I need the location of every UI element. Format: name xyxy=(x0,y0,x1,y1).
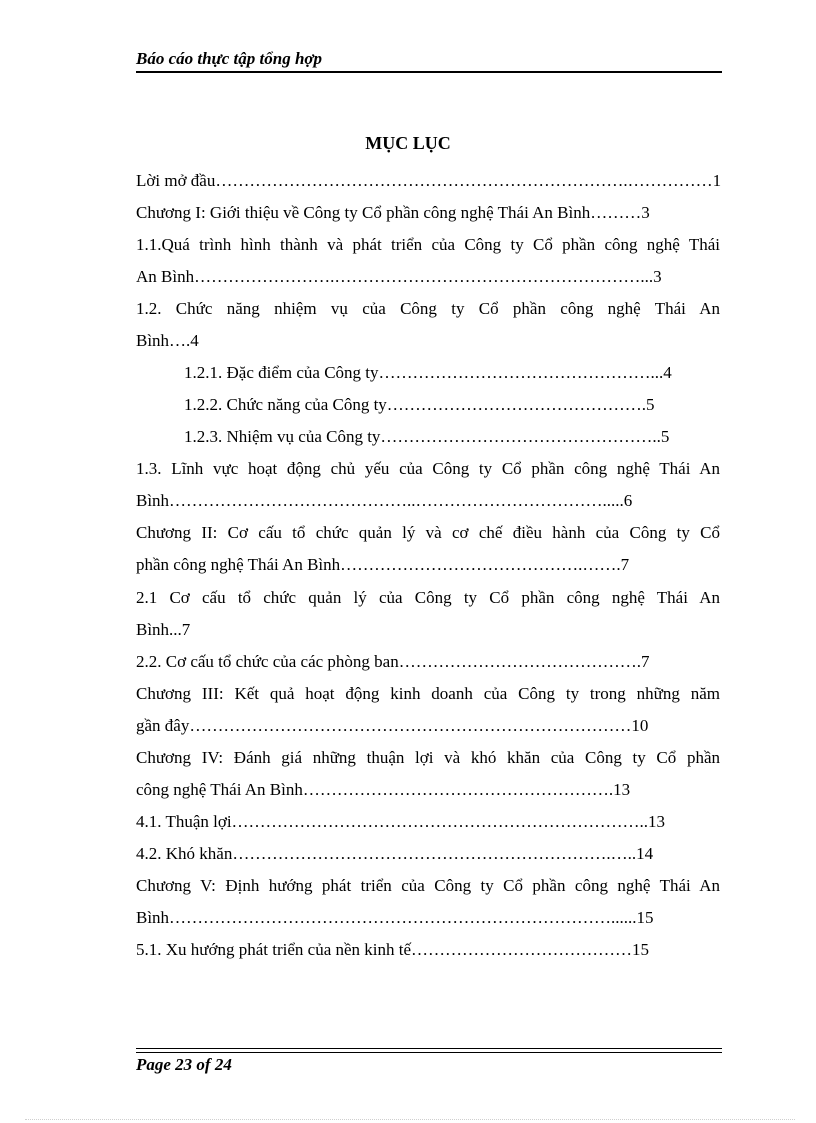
toc-line-5: Bình….4 xyxy=(136,331,199,350)
toc-line-12: phần công nghệ Thái An Bình…………………………………….…….7 xyxy=(136,555,630,574)
toc-line-20: 4.1. Thuận lợi………………………………………………………………..13 xyxy=(136,812,666,831)
toc-line-22: Chương V: Định hướng phát triển của Công ty Cổ phần công nghệ Thái An xyxy=(136,876,720,895)
toc-line-3: An Bình…………………….………………………………………………...3 xyxy=(136,267,662,286)
toc-line-13: 2.1 Cơ cấu tổ chức quản lý của Công ty Cổ phần công nghệ Thái An xyxy=(136,588,720,607)
toc-line-6: 1.2.1. Đặc điểm của Công ty…………………………………………...4 xyxy=(184,363,672,382)
toc-line-18: Chương IV: Đánh giá những thuận lợi và khó khăn của Công ty Cổ phần xyxy=(136,748,720,767)
toc-line-16: Chương III: Kết quả hoạt động kinh doanh của Công ty trong những năm xyxy=(136,684,720,703)
header-rule xyxy=(136,71,722,73)
page-edge-dots xyxy=(25,1119,795,1120)
toc-line-23: Bình……………………………………………………………………......15 xyxy=(136,908,654,927)
toc-line-17: gần đây……………………………………………………………………10 xyxy=(136,716,649,735)
toc-line-4: 1.2. Chức năng nhiệm vụ của Công ty Cổ phần công nghệ Thái An xyxy=(136,299,720,318)
toc-line-19: công nghệ Thái An Bình……………………………………………….13 xyxy=(136,780,631,799)
toc-line-11: Chương II: Cơ cấu tổ chức quản lý và cơ chế điều hành của Công ty Cổ xyxy=(136,523,720,542)
header-title: Báo cáo thực tập tổng hợp xyxy=(136,49,323,68)
toc-line-8: 1.2.3. Nhiệm vụ của Công ty…………………………………………..5 xyxy=(184,427,670,446)
toc-line-7: 1.2.2. Chức năng của Công ty……………………………………….5 xyxy=(184,395,655,414)
toc-line-24: 5.1. Xu hướng phát triển của nền kinh tế…………………………………15 xyxy=(136,940,650,959)
toc-line-14: Bình...7 xyxy=(136,620,191,639)
toc-line-21: 4.2. Khó khăn………………………………………………………….…..14 xyxy=(136,844,654,863)
toc-line-0: Lời mở đầu……………………………………………………………….……………1 xyxy=(136,171,722,190)
toc-title: MỤC LỤC xyxy=(365,133,451,153)
toc-line-2: 1.1.Quá trình hình thành và phát triển của Công ty Cổ phần công nghệ Thái xyxy=(136,235,720,254)
footer-rule xyxy=(136,1048,722,1053)
toc-line-1: Chương I: Giới thiệu về Công ty Cổ phần công nghệ Thái An Bình………3 xyxy=(136,203,650,222)
toc-line-9: 1.3. Lĩnh vực hoạt động chủ yếu của Công ty Cổ phần công nghệ Thái An xyxy=(136,459,720,478)
page-label: Page 23 of 24 xyxy=(136,1055,232,1074)
toc-line-10: Bình……………………………………..…………………………….....6 xyxy=(136,491,633,510)
toc-line-15: 2.2. Cơ cấu tổ chức của các phòng ban…………………………………….7 xyxy=(136,652,650,671)
